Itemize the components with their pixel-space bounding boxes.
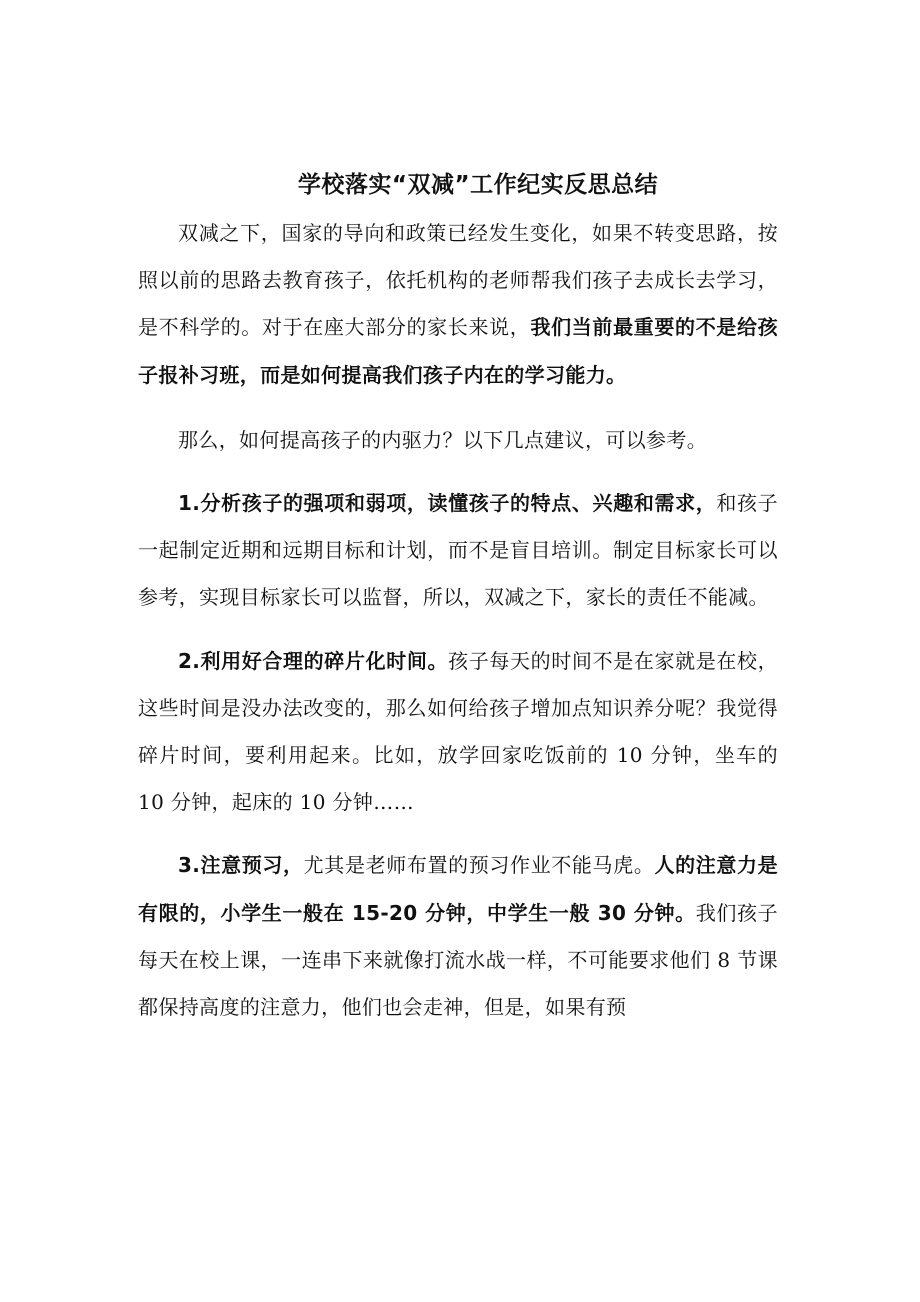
paragraph-intro (138, 210, 778, 399)
paragraph-bold-text: 我们当前最重要的不是给孩子报补习班，而是如何提高我们孩子内在的学习能力。 (138, 315, 779, 387)
paragraph-point-1 (138, 480, 778, 622)
paragraph-text: 我们孩子每天在校上课，一连串下来就像打流水战一样，不可能要求他们 8 节课都保持高度的注意力，他们也会走神，但是，如果有预 (138, 900, 778, 1020)
paragraph-point-3 (138, 842, 778, 1031)
paragraph-bold-text: 1.分析孩子的强项和弱项，读懂孩子的特点、兴趣和需求， (178, 491, 717, 516)
paragraph-bold-text: 人的注意力是有限的，小学生一般在 15-20 分钟，中学生一般 30 分钟。 (138, 853, 778, 925)
paragraph-text: 和孩子一起制定近期和远期目标和计划，而不是盲目培训。制定目标家长可以参考，实现目标家长可以监督，所以，双减之下，家长的责任不能减。 (138, 491, 778, 610)
paragraph-text: 尤其是老师布置的预习作业不能马虎。 (303, 853, 655, 878)
paragraph-question (138, 417, 778, 464)
paragraph-text: 那么，如何提高孩子的内驱力？以下几点建议，可以参考。 (178, 427, 708, 452)
paragraph-text: 孩子每天的时间不是在家就是在校，这些时间是没办法改变的，那么如何给孩子增加点知识养分呢？我觉得碎片时间，要利用起来。比如，放学回家吃饭前的 10 分钟，坐车的 10 分钟，起床的 10 分钟…… (138, 648, 778, 815)
paragraph-bold-text: 3.注意预习， (178, 853, 304, 878)
document-page (138, 165, 778, 1047)
paragraph-text: 双减之下，国家的导向和政策已经发生变化，如果不转变思路，按照以前的思路去教育孩子，依托机构的老师帮我们孩子去成长去学习，是不科学的。对于在座大部分的家长来说， (138, 221, 778, 340)
paragraph-bold-text: 2.利用好合理的碎片化时间。 (178, 648, 449, 673)
paragraph-point-2 (138, 638, 778, 827)
document-title: 学校落实“双减”工作纪实反思总结 (297, 172, 659, 198)
